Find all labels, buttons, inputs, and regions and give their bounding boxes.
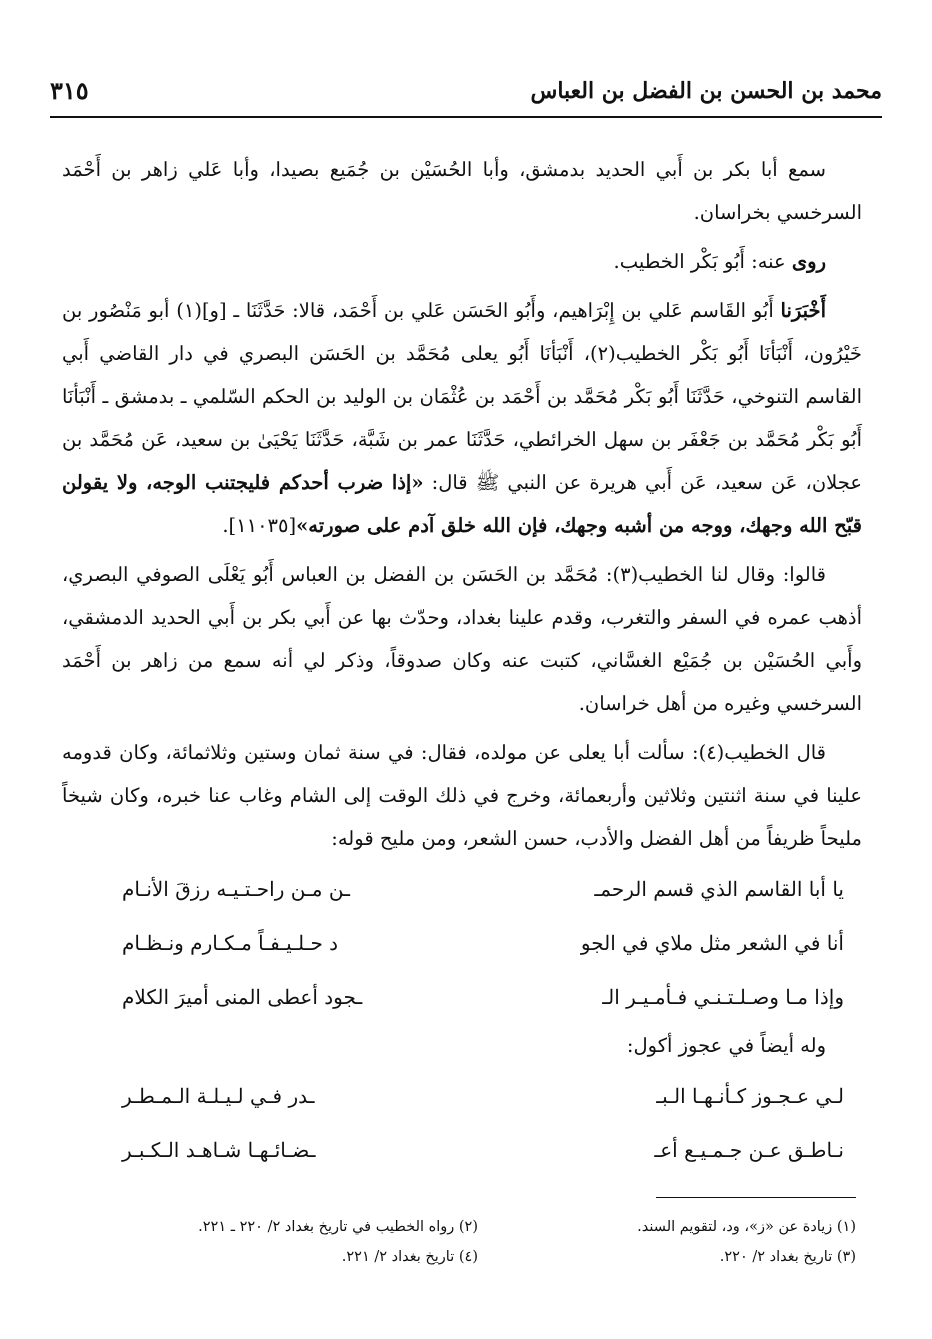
poem-2-line-1	[62, 1067, 862, 1121]
paragraph-1: سمع أبا بكر بن أَبي الحديد بدمشق، وأبا الحُسَيْن بن جُمَيع بصيدا، وأبا عَلي زاهر بن أَحْمَد السرخسي بخراسان.	[62, 158, 862, 224]
poem-hemistich-first: أنا في الشعر مثل ملاي في الجو	[580, 931, 844, 955]
poem-hemistich-second: ـن مـن راحـتـيـه رزقَ الأنـام	[122, 877, 350, 901]
footnote-4: (٤) تاريخ بغداد ٢/ ٢٢١.	[341, 1249, 478, 1265]
poem-hemistich-first: يا أبا القاسم الذي قسم الرحمـ	[594, 877, 844, 901]
paragraph-2	[62, 240, 862, 283]
narration-label: روى	[791, 250, 826, 273]
poem-hemistich-second: ـدر فـي لـيـلـة الـمـطـر	[122, 1084, 315, 1108]
hadith-text: «إذا ضرب أحدكم فليجتنب الوجه، ولا يقولن قبّح الله وجهك، ووجه من أشبه وجهك، فإن الله خلق آدم على صورته»	[62, 471, 862, 537]
footnote-separator	[656, 1197, 856, 1198]
poem-hemistich-second: د حـلـيـفـاً مـكـارم ونـظـام	[122, 931, 339, 955]
page-body	[62, 148, 862, 1175]
page-number: ٣١٥	[50, 76, 89, 105]
running-title: محمد بن الحسن بن الفضل بن العباس	[530, 78, 882, 104]
footnote-2: (٢) رواه الخطيب في تاريخ بغداد ٢/ ٢٢٠ ـ ٢٢١.	[198, 1219, 478, 1235]
hadith-number: [١١٠٣٥].	[222, 514, 297, 537]
poem-hemistich-first: لـي عـجـوز كـأنـهـا الـبـ	[656, 1084, 844, 1108]
isnad-label: أَخْبَرَنا	[780, 299, 827, 322]
poem-1-line-1	[62, 860, 862, 914]
paragraph-3	[62, 289, 862, 547]
poem-hemistich-second: ـضـائـهـا شـاهـد الـكـبـر	[122, 1138, 316, 1162]
poem-hemistich-first: وإذا مـا وصـلـتـنـي فـأمـيـر الـ	[602, 985, 844, 1009]
footnote-1: (١) زيادة عن «ز»، ود، لتقويم السند.	[637, 1219, 856, 1235]
poem-hemistich-first: نـاطـق عـن جـمـيـع أعـ	[654, 1138, 844, 1162]
paragraph-6: وله أيضاً في عجوز أكول:	[626, 1034, 826, 1057]
footnote-3: (٣) تاريخ بغداد ٢/ ٢٢٠.	[719, 1249, 856, 1265]
poem-hemistich-second: ـجود أعطى المنى أميرَ الكلام	[122, 985, 363, 1009]
poem-1-line-2	[62, 914, 862, 968]
poem-1-line-3	[62, 968, 862, 1022]
paragraph-5: قال الخطيب(٤): سألت أبا يعلى عن مولده، فقال: في سنة ثمان وستين وثلاثمائة، وكان قدومه علينا في سنة اثنتين وثلاثين وأربعمائة، وخرج في ذلك الوقت إلى الشام وغاب عنا خبره، وكان شيخاً مليحاً ظريفاً من أهل الفضل والأدب، حسن الشعر، ومن مليح قوله:	[62, 741, 862, 850]
isnad-text: أَبُو القَاسم عَلي بن إِبْرَاهيم، وأَبُو الحَسَن عَلي بن أَحْمَد، قالا: حَدَّثَنَا ـ [و](١) أبو مَنْصُور بن خَيْرُون، أَنْبَأنَا أَبُو بَكْر الخطيب(٢)، أَنْبَأنَا أَبُو يعلى مُحَمَّد بن الحَسَن البصري في دار القاضي أَبي القاسم التنوخي، حَدَّثَنَا أَبُو بَكْر مُحَمَّد بن أَحْمَد بن عُثْمَان بن الوليد بن الحكم السّلمي ـ بدمشق ـ أَنْبَأنَا أَبُو بَكْر مُحَمَّد بن جَعْفَر بن سهل الخرائطي، حَدَّثَنَا عمر بن شَبَّة، حَدَّثَنَا يَحْيَىٰ بن سعيد، عَن مُحَمَّد بن عجلان، عَن سعيد، عَن أَبي هريرة عن النبي ﷺ قال:	[62, 299, 862, 494]
page-header	[50, 70, 882, 118]
poem-2-line-2	[62, 1121, 862, 1175]
paragraph-2-text: عنه: أَبُو بَكْر الخطيب.	[613, 250, 786, 273]
paragraph-4: قالوا: وقال لنا الخطيب(٣): مُحَمَّد بن الحَسَن بن الفضل بن العباس أَبُو يَعْلَى الصوفي البصري، أذهب عمره في السفر والتغرب، وقدم علينا بغداد، وحدّث بها عن أَبي بكر بن أَبي الحديد الدمشقي، وأَبي الحُسَيْن بن جُمَيْع الغسَّاني، كتبت عنه وكان صدوقاً، وذكر لي أنه سمع من زاهر بن أَحْمَد السرخسي وغيره من أهل خراسان.	[62, 563, 862, 715]
